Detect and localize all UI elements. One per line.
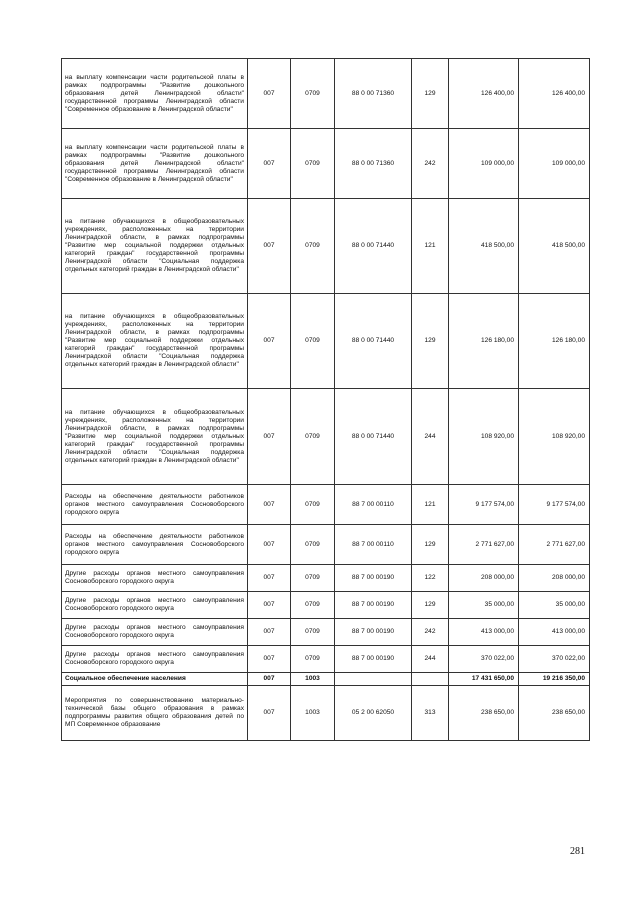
cell-expense-type: 129: [412, 525, 449, 565]
cell-amount-revised: 108 920,00: [519, 389, 590, 485]
table-row: [62, 565, 590, 592]
cell-expense-type: 121: [412, 485, 449, 525]
cell-grbs-code: 007: [248, 294, 291, 389]
cell-target-article: 88 7 00 00190: [335, 592, 412, 619]
cell-expense-type: [412, 673, 449, 686]
cell-amount-plan: 17 431 650,00: [449, 673, 519, 686]
cell-amount-plan: 9 177 574,00: [449, 485, 519, 525]
table-row: [62, 129, 590, 199]
cell-amount-revised: 109 000,00: [519, 129, 590, 199]
cell-section-code: 0709: [291, 565, 335, 592]
table-row: [62, 619, 590, 646]
cell-section-code: 0709: [291, 619, 335, 646]
cell-description: на питание обучающихся в общеобразовательных учреждениях, расположенных на территории Ленинградской области, в рамках подпрограммы "Развитие мер социальной поддержки отдельных категорий граждан" государственной программы Ленинградской области "Социальная поддержка отдельных категорий граждан в Ленинградской области": [62, 294, 248, 389]
cell-grbs-code: 007: [248, 565, 291, 592]
cell-description: Расходы на обеспечение деятельности работников органов местного самоуправления Сосновоборского городского округа: [62, 485, 248, 525]
table-row: [62, 673, 590, 686]
cell-target-article: 88 0 00 71440: [335, 389, 412, 485]
budget-table-body: [62, 59, 590, 741]
cell-expense-type: 313: [412, 686, 449, 741]
cell-grbs-code: 007: [248, 389, 291, 485]
cell-description: на выплату компенсации части родительской платы в рамках подпрограммы "Развитие дошкольного образования детей Ленинградской области" государственной программы Ленинградской области "Современное образование в Ленинградской области": [62, 129, 248, 199]
cell-grbs-code: 007: [248, 686, 291, 741]
cell-grbs-code: 007: [248, 646, 291, 673]
cell-description: Другие расходы органов местного самоуправления Сосновоборского городского округа: [62, 592, 248, 619]
cell-description: на питание обучающихся в общеобразовательных учреждениях, расположенных на территории Ленинградской области, в рамках подпрограммы "Развитие мер социальной поддержки отдельных категорий граждан" государственной программы Ленинградской области "Социальная поддержка отдельных категорий граждан в Ленинградской области": [62, 389, 248, 485]
cell-amount-plan: 208 000,00: [449, 565, 519, 592]
cell-amount-plan: 2 771 627,00: [449, 525, 519, 565]
cell-section-code: 0709: [291, 389, 335, 485]
cell-section-code: 1003: [291, 673, 335, 686]
cell-section-code: 0709: [291, 199, 335, 294]
cell-section-code: 1003: [291, 686, 335, 741]
cell-target-article: 05 2 00 62050: [335, 686, 412, 741]
cell-amount-plan: 238 650,00: [449, 686, 519, 741]
table-row: [62, 525, 590, 565]
cell-section-code: 0709: [291, 525, 335, 565]
cell-amount-plan: 126 400,00: [449, 59, 519, 129]
cell-amount-plan: 418 500,00: [449, 199, 519, 294]
cell-description: на выплату компенсации части родительской платы в рамках подпрограммы "Развитие дошкольного образования детей Ленинградской области" государственной программы Ленинградской области "Современное образование в Ленинградской области": [62, 59, 248, 129]
cell-grbs-code: 007: [248, 485, 291, 525]
cell-amount-plan: 109 000,00: [449, 129, 519, 199]
budget-table: [61, 58, 590, 741]
cell-grbs-code: 007: [248, 129, 291, 199]
table-row: [62, 646, 590, 673]
cell-expense-type: 242: [412, 619, 449, 646]
cell-expense-type: 242: [412, 129, 449, 199]
cell-target-article: 88 7 00 00190: [335, 619, 412, 646]
cell-section-code: 0709: [291, 59, 335, 129]
cell-section-code: 0709: [291, 294, 335, 389]
cell-amount-revised: 238 650,00: [519, 686, 590, 741]
table-row: [62, 389, 590, 485]
table-row: [62, 485, 590, 525]
cell-expense-type: 122: [412, 565, 449, 592]
cell-amount-plan: 35 000,00: [449, 592, 519, 619]
cell-target-article: 88 7 00 00190: [335, 565, 412, 592]
cell-description: Другие расходы органов местного самоуправления Сосновоборского городского округа: [62, 619, 248, 646]
cell-grbs-code: 007: [248, 199, 291, 294]
cell-description: Социальное обеспечение населения: [62, 673, 248, 686]
cell-amount-revised: 35 000,00: [519, 592, 590, 619]
cell-grbs-code: 007: [248, 619, 291, 646]
cell-description: Другие расходы органов местного самоуправления Сосновоборского городского округа: [62, 646, 248, 673]
cell-target-article: 88 0 00 71440: [335, 294, 412, 389]
cell-amount-revised: 370 022,00: [519, 646, 590, 673]
cell-expense-type: 129: [412, 294, 449, 389]
table-row: [62, 59, 590, 129]
cell-target-article: 88 0 00 71440: [335, 199, 412, 294]
cell-description: Другие расходы органов местного самоуправления Сосновоборского городского округа: [62, 565, 248, 592]
cell-description: на питание обучающихся в общеобразовательных учреждениях, расположенных на территории Ленинградской области, в рамках подпрограммы "Развитие мер социальной поддержки отдельных категорий граждан" государственной программы Ленинградской области "Социальная поддержка отдельных категорий граждан в Ленинградской области": [62, 199, 248, 294]
cell-amount-revised: 413 000,00: [519, 619, 590, 646]
cell-expense-type: 244: [412, 389, 449, 485]
cell-grbs-code: 007: [248, 592, 291, 619]
cell-target-article: [335, 673, 412, 686]
cell-grbs-code: 007: [248, 59, 291, 129]
cell-target-article: 88 0 00 71360: [335, 129, 412, 199]
cell-amount-plan: 370 022,00: [449, 646, 519, 673]
cell-section-code: 0709: [291, 592, 335, 619]
cell-amount-plan: 108 920,00: [449, 389, 519, 485]
table-row: [62, 592, 590, 619]
table-row: [62, 199, 590, 294]
cell-grbs-code: 007: [248, 525, 291, 565]
page-number: 281: [570, 846, 585, 857]
cell-grbs-code: 007: [248, 673, 291, 686]
table-row: [62, 686, 590, 741]
cell-expense-type: 121: [412, 199, 449, 294]
cell-description: Мероприятия по совершенствованию материально-технической базы общего образования в рамках подпрограммы развития общего образования детей по МП Современное образование: [62, 686, 248, 741]
cell-target-article: 88 7 00 00190: [335, 646, 412, 673]
cell-amount-revised: 9 177 574,00: [519, 485, 590, 525]
cell-amount-revised: 418 500,00: [519, 199, 590, 294]
cell-amount-revised: 208 000,00: [519, 565, 590, 592]
cell-amount-revised: 126 180,00: [519, 294, 590, 389]
cell-target-article: 88 7 00 00110: [335, 525, 412, 565]
cell-section-code: 0709: [291, 129, 335, 199]
cell-target-article: 88 0 00 71360: [335, 59, 412, 129]
cell-description: Расходы на обеспечение деятельности работников органов местного самоуправления Сосновоборского городского округа: [62, 525, 248, 565]
cell-amount-revised: 2 771 627,00: [519, 525, 590, 565]
cell-amount-revised: 19 216 350,00: [519, 673, 590, 686]
cell-amount-plan: 413 000,00: [449, 619, 519, 646]
cell-expense-type: 129: [412, 592, 449, 619]
cell-expense-type: 129: [412, 59, 449, 129]
cell-target-article: 88 7 00 00110: [335, 485, 412, 525]
cell-section-code: 0709: [291, 485, 335, 525]
cell-amount-revised: 126 400,00: [519, 59, 590, 129]
cell-amount-plan: 126 180,00: [449, 294, 519, 389]
cell-section-code: 0709: [291, 646, 335, 673]
cell-expense-type: 244: [412, 646, 449, 673]
table-row: [62, 294, 590, 389]
